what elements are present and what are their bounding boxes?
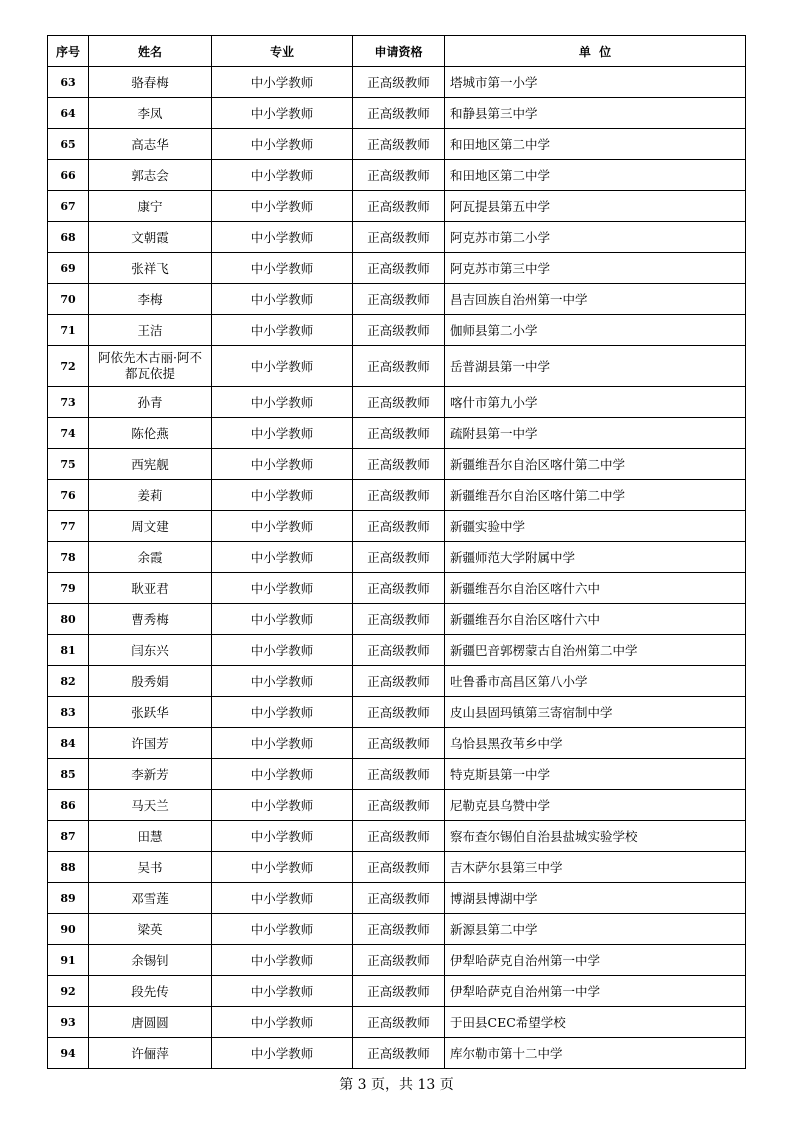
cell-name: 孙青 <box>89 387 212 418</box>
cell-name: 高志华 <box>89 129 212 160</box>
cell-unit: 库尔勒市第十二中学 <box>445 1038 746 1069</box>
cell-unit: 新疆维吾尔自治区喀什六中 <box>445 604 746 635</box>
cell-unit: 于田县CEC希望学校 <box>445 1007 746 1038</box>
table-row <box>48 315 746 346</box>
cell-unit: 伊犁哈萨克自治州第一中学 <box>445 976 746 1007</box>
cell-unit: 和田地区第二中学 <box>445 129 746 160</box>
cell-unit: 吉木萨尔县第三中学 <box>445 852 746 883</box>
table-row <box>48 604 746 635</box>
table-body <box>48 67 746 1069</box>
cell-name: 郭志会 <box>89 160 212 191</box>
cell-major: 中小学教师 <box>212 821 353 852</box>
cell-name: 闫东兴 <box>89 635 212 666</box>
cell-qualification: 正高级教师 <box>353 98 445 129</box>
cell-unit: 新疆师范大学附属中学 <box>445 542 746 573</box>
cell-serial-number: 90 <box>48 914 89 945</box>
cell-name: 唐圆圆 <box>89 1007 212 1038</box>
cell-serial-number: 74 <box>48 418 89 449</box>
cell-serial-number: 73 <box>48 387 89 418</box>
cell-name: 姜莉 <box>89 480 212 511</box>
cell-serial-number: 64 <box>48 98 89 129</box>
cell-name: 西宪舰 <box>89 449 212 480</box>
cell-unit: 尼勒克县乌赞中学 <box>445 790 746 821</box>
cell-major: 中小学教师 <box>212 67 353 98</box>
cell-qualification: 正高级教师 <box>353 1007 445 1038</box>
cell-unit: 昌吉回族自治州第一中学 <box>445 284 746 315</box>
cell-serial-number: 66 <box>48 160 89 191</box>
cell-serial-number: 71 <box>48 315 89 346</box>
cell-major: 中小学教师 <box>212 604 353 635</box>
cell-major: 中小学教师 <box>212 914 353 945</box>
cell-qualification: 正高级教师 <box>353 604 445 635</box>
cell-major: 中小学教师 <box>212 759 353 790</box>
cell-serial-number: 69 <box>48 253 89 284</box>
cell-name: 余霞 <box>89 542 212 573</box>
cell-major: 中小学教师 <box>212 666 353 697</box>
table-row <box>48 790 746 821</box>
cell-qualification: 正高级教师 <box>353 945 445 976</box>
cell-unit: 新疆维吾尔自治区喀什六中 <box>445 573 746 604</box>
cell-qualification: 正高级教师 <box>353 728 445 759</box>
cell-serial-number: 88 <box>48 852 89 883</box>
cell-serial-number: 91 <box>48 945 89 976</box>
table-row <box>48 346 746 387</box>
cell-unit: 皮山县固玛镇第三寄宿制中学 <box>445 697 746 728</box>
table-row <box>48 697 746 728</box>
table-row <box>48 160 746 191</box>
cell-serial-number: 65 <box>48 129 89 160</box>
page-number: 第 3 页，共 13 页 <box>339 1077 454 1093</box>
cell-unit: 岳普湖县第一中学 <box>445 346 746 387</box>
table-row <box>48 98 746 129</box>
table-row <box>48 418 746 449</box>
table-row <box>48 387 746 418</box>
roster-table <box>47 35 746 1069</box>
cell-serial-number: 94 <box>48 1038 89 1069</box>
cell-major: 中小学教师 <box>212 852 353 883</box>
cell-name: 田慧 <box>89 821 212 852</box>
header-qualification: 申请资格 <box>353 36 445 67</box>
cell-unit: 新疆巴音郭楞蒙古自治州第二中学 <box>445 635 746 666</box>
table-row <box>48 852 746 883</box>
cell-name: 王洁 <box>89 315 212 346</box>
cell-serial-number: 83 <box>48 697 89 728</box>
cell-name: 马天兰 <box>89 790 212 821</box>
table-row <box>48 573 746 604</box>
cell-serial-number: 76 <box>48 480 89 511</box>
cell-unit: 新疆维吾尔自治区喀什第二中学 <box>445 449 746 480</box>
table-row <box>48 67 746 98</box>
table-row <box>48 821 746 852</box>
cell-unit: 察布查尔锡伯自治县盐城实验学校 <box>445 821 746 852</box>
cell-major: 中小学教师 <box>212 573 353 604</box>
cell-serial-number: 86 <box>48 790 89 821</box>
cell-serial-number: 80 <box>48 604 89 635</box>
cell-serial-number: 75 <box>48 449 89 480</box>
cell-name: 康宁 <box>89 191 212 222</box>
cell-major: 中小学教师 <box>212 976 353 1007</box>
cell-name: 许国芳 <box>89 728 212 759</box>
table-row <box>48 883 746 914</box>
table-row <box>48 253 746 284</box>
table-row <box>48 635 746 666</box>
cell-major: 中小学教师 <box>212 98 353 129</box>
cell-unit: 新源县第二中学 <box>445 914 746 945</box>
cell-serial-number: 81 <box>48 635 89 666</box>
header-row <box>48 36 746 67</box>
cell-unit: 乌恰县黑孜苇乡中学 <box>445 728 746 759</box>
table-row <box>48 284 746 315</box>
cell-qualification: 正高级教师 <box>353 315 445 346</box>
cell-serial-number: 63 <box>48 67 89 98</box>
table-row <box>48 1007 746 1038</box>
cell-serial-number: 84 <box>48 728 89 759</box>
cell-major: 中小学教师 <box>212 511 353 542</box>
cell-unit: 伽师县第二小学 <box>445 315 746 346</box>
cell-name: 吴书 <box>89 852 212 883</box>
cell-qualification: 正高级教师 <box>353 129 445 160</box>
table-row <box>48 976 746 1007</box>
cell-serial-number: 85 <box>48 759 89 790</box>
cell-name: 殷秀娟 <box>89 666 212 697</box>
cell-qualification: 正高级教师 <box>353 666 445 697</box>
cell-serial-number: 70 <box>48 284 89 315</box>
cell-name: 李凤 <box>89 98 212 129</box>
cell-qualification: 正高级教师 <box>353 511 445 542</box>
table-row <box>48 191 746 222</box>
cell-qualification: 正高级教师 <box>353 976 445 1007</box>
table-row <box>48 222 746 253</box>
cell-name: 张祥飞 <box>89 253 212 284</box>
cell-unit: 新疆实验中学 <box>445 511 746 542</box>
cell-qualification: 正高级教师 <box>353 191 445 222</box>
cell-serial-number: 68 <box>48 222 89 253</box>
cell-major: 中小学教师 <box>212 1007 353 1038</box>
cell-unit: 新疆维吾尔自治区喀什第二中学 <box>445 480 746 511</box>
cell-serial-number: 72 <box>48 346 89 387</box>
cell-major: 中小学教师 <box>212 1038 353 1069</box>
cell-major: 中小学教师 <box>212 418 353 449</box>
cell-major: 中小学教师 <box>212 883 353 914</box>
table-row <box>48 759 746 790</box>
cell-qualification: 正高级教师 <box>353 914 445 945</box>
table-row <box>48 129 746 160</box>
cell-name: 张跃华 <box>89 697 212 728</box>
cell-unit: 阿瓦提县第五中学 <box>445 191 746 222</box>
cell-serial-number: 77 <box>48 511 89 542</box>
cell-unit: 特克斯县第一中学 <box>445 759 746 790</box>
cell-serial-number: 67 <box>48 191 89 222</box>
table-row <box>48 449 746 480</box>
cell-name: 阿依先木古丽·阿不都瓦依提 <box>89 346 212 387</box>
cell-qualification: 正高级教师 <box>353 284 445 315</box>
cell-major: 中小学教师 <box>212 191 353 222</box>
cell-serial-number: 87 <box>48 821 89 852</box>
cell-major: 中小学教师 <box>212 542 353 573</box>
cell-name: 余锡钊 <box>89 945 212 976</box>
cell-major: 中小学教师 <box>212 635 353 666</box>
cell-qualification: 正高级教师 <box>353 697 445 728</box>
cell-qualification: 正高级教师 <box>353 67 445 98</box>
cell-major: 中小学教师 <box>212 387 353 418</box>
cell-qualification: 正高级教师 <box>353 222 445 253</box>
cell-qualification: 正高级教师 <box>353 160 445 191</box>
cell-unit: 阿克苏市第二小学 <box>445 222 746 253</box>
cell-unit: 和田地区第二中学 <box>445 160 746 191</box>
cell-name: 耿亚君 <box>89 573 212 604</box>
cell-major: 中小学教师 <box>212 253 353 284</box>
cell-name: 陈伦燕 <box>89 418 212 449</box>
header-name: 姓名 <box>89 36 212 67</box>
cell-qualification: 正高级教师 <box>353 852 445 883</box>
cell-serial-number: 92 <box>48 976 89 1007</box>
cell-serial-number: 89 <box>48 883 89 914</box>
cell-unit: 阿克苏市第三中学 <box>445 253 746 284</box>
cell-name: 许俪萍 <box>89 1038 212 1069</box>
cell-name: 邓雪莲 <box>89 883 212 914</box>
table-row <box>48 728 746 759</box>
cell-unit: 伊犁哈萨克自治州第一中学 <box>445 945 746 976</box>
table-row <box>48 511 746 542</box>
cell-major: 中小学教师 <box>212 480 353 511</box>
header-serial-number: 序号 <box>48 36 89 67</box>
cell-name: 李新芳 <box>89 759 212 790</box>
cell-unit: 和静县第三中学 <box>445 98 746 129</box>
table-row <box>48 945 746 976</box>
cell-name: 李梅 <box>89 284 212 315</box>
cell-qualification: 正高级教师 <box>353 883 445 914</box>
cell-name: 曹秀梅 <box>89 604 212 635</box>
cell-major: 中小学教师 <box>212 790 353 821</box>
cell-name: 梁英 <box>89 914 212 945</box>
cell-qualification: 正高级教师 <box>353 346 445 387</box>
table-row <box>48 1038 746 1069</box>
cell-major: 中小学教师 <box>212 449 353 480</box>
table-row <box>48 542 746 573</box>
cell-major: 中小学教师 <box>212 129 353 160</box>
cell-major: 中小学教师 <box>212 315 353 346</box>
cell-unit: 塔城市第一小学 <box>445 67 746 98</box>
cell-qualification: 正高级教师 <box>353 790 445 821</box>
cell-unit: 吐鲁番市高昌区第八小学 <box>445 666 746 697</box>
header-unit: 单 位 <box>445 36 746 67</box>
cell-qualification: 正高级教师 <box>353 449 445 480</box>
table-row <box>48 666 746 697</box>
cell-unit: 喀什市第九小学 <box>445 387 746 418</box>
cell-serial-number: 78 <box>48 542 89 573</box>
cell-qualification: 正高级教师 <box>353 573 445 604</box>
cell-serial-number: 82 <box>48 666 89 697</box>
cell-qualification: 正高级教师 <box>353 1038 445 1069</box>
cell-major: 中小学教师 <box>212 346 353 387</box>
cell-name: 骆春梅 <box>89 67 212 98</box>
cell-qualification: 正高级教师 <box>353 821 445 852</box>
page-footer <box>0 1074 793 1094</box>
cell-name: 文朝霞 <box>89 222 212 253</box>
cell-qualification: 正高级教师 <box>353 759 445 790</box>
cell-major: 中小学教师 <box>212 222 353 253</box>
cell-major: 中小学教师 <box>212 945 353 976</box>
cell-major: 中小学教师 <box>212 284 353 315</box>
cell-major: 中小学教师 <box>212 697 353 728</box>
cell-major: 中小学教师 <box>212 160 353 191</box>
cell-qualification: 正高级教师 <box>353 387 445 418</box>
cell-qualification: 正高级教师 <box>353 253 445 284</box>
cell-unit: 博湖县博湖中学 <box>445 883 746 914</box>
cell-major: 中小学教师 <box>212 728 353 759</box>
table-row <box>48 480 746 511</box>
cell-qualification: 正高级教师 <box>353 542 445 573</box>
header-major: 专业 <box>212 36 353 67</box>
cell-qualification: 正高级教师 <box>353 635 445 666</box>
cell-serial-number: 79 <box>48 573 89 604</box>
cell-serial-number: 93 <box>48 1007 89 1038</box>
cell-name: 段先传 <box>89 976 212 1007</box>
cell-unit: 疏附县第一中学 <box>445 418 746 449</box>
cell-name: 周文建 <box>89 511 212 542</box>
cell-qualification: 正高级教师 <box>353 418 445 449</box>
table-header <box>48 36 746 67</box>
table-row <box>48 914 746 945</box>
cell-qualification: 正高级教师 <box>353 480 445 511</box>
